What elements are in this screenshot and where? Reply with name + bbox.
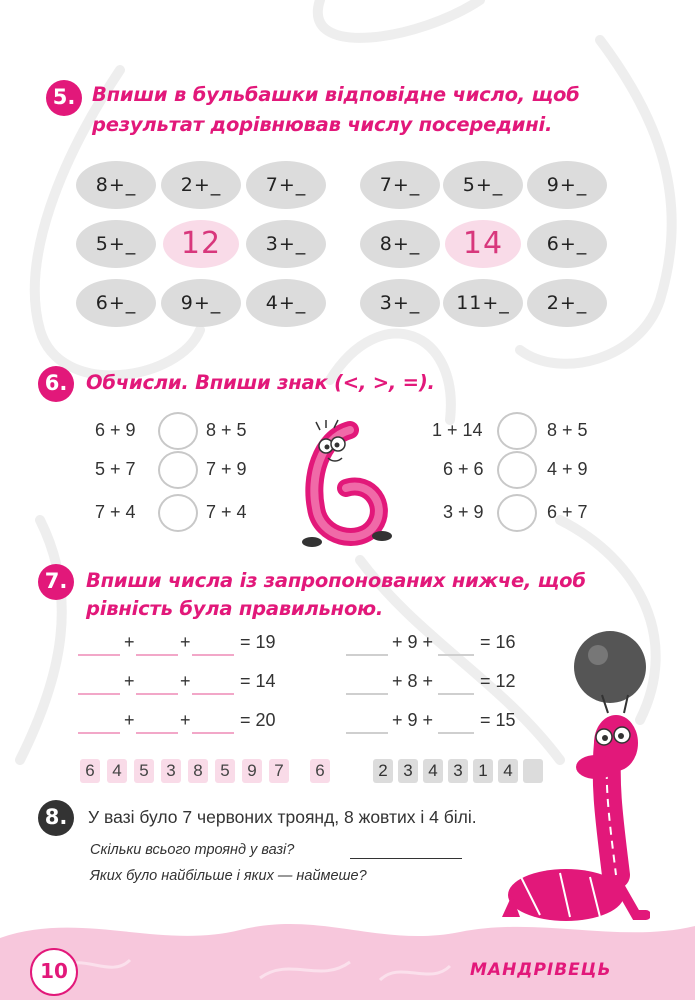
equation-result: = 16 — [480, 632, 516, 652]
number-chip[interactable]: 2 — [373, 759, 393, 783]
number-chip[interactable]: 1 — [473, 759, 493, 783]
bubble-input[interactable]: 4+_ — [246, 279, 326, 327]
task-5-title-line1: Впиши в бульбашки відповідне число, щоб — [92, 83, 580, 106]
expression-left: 1 + 14 — [432, 420, 483, 440]
expression-right: 8 + 5 — [206, 420, 247, 440]
answer-blank[interactable] — [78, 693, 120, 695]
task-5-number: 5. — [46, 80, 82, 116]
bubble-input[interactable]: 3+_ — [360, 279, 440, 327]
plus-sign: + — [180, 671, 191, 691]
answer-blank[interactable] — [192, 732, 234, 734]
expression-left: 6 + 6 — [443, 459, 484, 479]
plus-sign: + — [180, 710, 191, 730]
number-chip[interactable]: 4 — [423, 759, 443, 783]
center-target-number: 14 — [445, 220, 521, 268]
expression-right: 6 + 7 — [547, 502, 588, 522]
number-chip[interactable]: 3 — [398, 759, 418, 783]
answer-blank[interactable] — [346, 693, 388, 695]
answer-blank[interactable] — [78, 654, 120, 656]
answer-line[interactable] — [350, 858, 462, 859]
expression-right: 7 + 9 — [206, 459, 247, 479]
task-8-number: 8. — [38, 800, 74, 836]
task-6-title: Обчисли. Впиши знак (<, >, =). — [86, 371, 435, 394]
answer-blank[interactable] — [438, 732, 474, 734]
task-7-number: 7. — [38, 564, 74, 600]
compare-sign-input[interactable] — [497, 412, 537, 450]
page-number: 10 — [30, 948, 78, 996]
bubble-input[interactable]: 2+_ — [161, 161, 241, 209]
compare-sign-input[interactable] — [158, 494, 198, 532]
equation-middle: + 9 + — [392, 632, 434, 652]
number-chip[interactable]: 7 — [269, 759, 289, 783]
number-chip[interactable]: 5 — [215, 759, 235, 783]
bubble-input[interactable]: 5+_ — [443, 161, 523, 209]
equation-result: = 12 — [480, 671, 516, 691]
bubble-input[interactable]: 3+_ — [246, 220, 326, 268]
expression-left: 3 + 9 — [443, 502, 484, 522]
bubble-input[interactable]: 9+_ — [527, 161, 607, 209]
brand-logo: МАНДРІВЕЦЬ — [470, 960, 612, 980]
equation-result: = 15 — [480, 710, 516, 730]
number-chip[interactable]: 3 — [448, 759, 468, 783]
plus-sign: + — [124, 710, 135, 730]
bubble-input[interactable]: 8+_ — [76, 161, 156, 209]
bubble-input[interactable]: 5+_ — [76, 220, 156, 268]
answer-blank[interactable] — [192, 693, 234, 695]
bubble-input[interactable]: 7+_ — [246, 161, 326, 209]
compare-sign-input[interactable] — [497, 494, 537, 532]
number-chip[interactable]: 9 — [242, 759, 262, 783]
task-8-question-2: Яких було найбільше і яких — наймеше? — [90, 868, 367, 884]
expression-right: 4 + 9 — [547, 459, 588, 479]
compare-sign-input[interactable] — [497, 451, 537, 489]
plus-sign: + — [124, 671, 135, 691]
bubble-input[interactable]: 2+_ — [527, 279, 607, 327]
expression-left: 6 + 9 — [95, 420, 136, 440]
task-8-text: У вазі було 7 червоних троянд, 8 жовтих і 4 білі. — [88, 807, 477, 827]
equation-middle: + 8 + — [392, 671, 434, 691]
number-chip[interactable]: 4 — [498, 759, 518, 783]
center-target-number: 12 — [163, 220, 239, 268]
expression-right: 8 + 5 — [547, 420, 588, 440]
compare-sign-input[interactable] — [158, 412, 198, 450]
compare-sign-input[interactable] — [158, 451, 198, 489]
answer-blank[interactable] — [346, 654, 388, 656]
expression-right: 7 + 4 — [206, 502, 247, 522]
answer-blank[interactable] — [438, 693, 474, 695]
bubble-input[interactable]: 6+_ — [527, 220, 607, 268]
bubble-input[interactable]: 8+_ — [360, 220, 440, 268]
task-5-title-line2: результат дорівнював числу посередині. — [92, 113, 553, 136]
answer-blank[interactable] — [136, 654, 178, 656]
number-chip[interactable]: 6 — [310, 759, 330, 783]
bubble-input[interactable]: 7+_ — [360, 161, 440, 209]
task-7-title-line1: Впиши числа із запропонованих нижче, щоб — [86, 569, 586, 592]
expression-left: 5 + 7 — [95, 459, 136, 479]
footer-wave — [0, 900, 695, 1000]
plus-sign: + — [124, 632, 135, 652]
expression-left: 7 + 4 — [95, 502, 136, 522]
answer-blank[interactable] — [136, 732, 178, 734]
plus-sign: + — [180, 632, 191, 652]
number-chip[interactable]: 8 — [188, 759, 208, 783]
number-chip[interactable]: 6 — [80, 759, 100, 783]
equation-result: = 14 — [240, 671, 276, 691]
number-chip[interactable]: 5 — [134, 759, 154, 783]
number-chip[interactable]: 3 — [161, 759, 181, 783]
answer-blank[interactable] — [438, 654, 474, 656]
bubble-input[interactable]: 6+_ — [76, 279, 156, 327]
number-chip[interactable]: 4 — [107, 759, 127, 783]
bubble-input[interactable]: 9+_ — [161, 279, 241, 327]
answer-blank[interactable] — [78, 732, 120, 734]
answer-blank[interactable] — [136, 693, 178, 695]
equation-result: = 19 — [240, 632, 276, 652]
equation-result: = 20 — [240, 710, 276, 730]
task-7-title-line2: рівність була правильною. — [86, 597, 384, 620]
answer-blank[interactable] — [346, 732, 388, 734]
six-character-illustration — [290, 418, 400, 553]
answer-blank[interactable] — [192, 654, 234, 656]
task-6-number: 6. — [38, 366, 74, 402]
bubble-input[interactable]: 11+_ — [443, 279, 523, 327]
equation-middle: + 9 + — [392, 710, 434, 730]
task-8-question-1: Скільки всього троянд у вазі? — [90, 842, 295, 858]
giraffe-illustration — [500, 625, 650, 925]
